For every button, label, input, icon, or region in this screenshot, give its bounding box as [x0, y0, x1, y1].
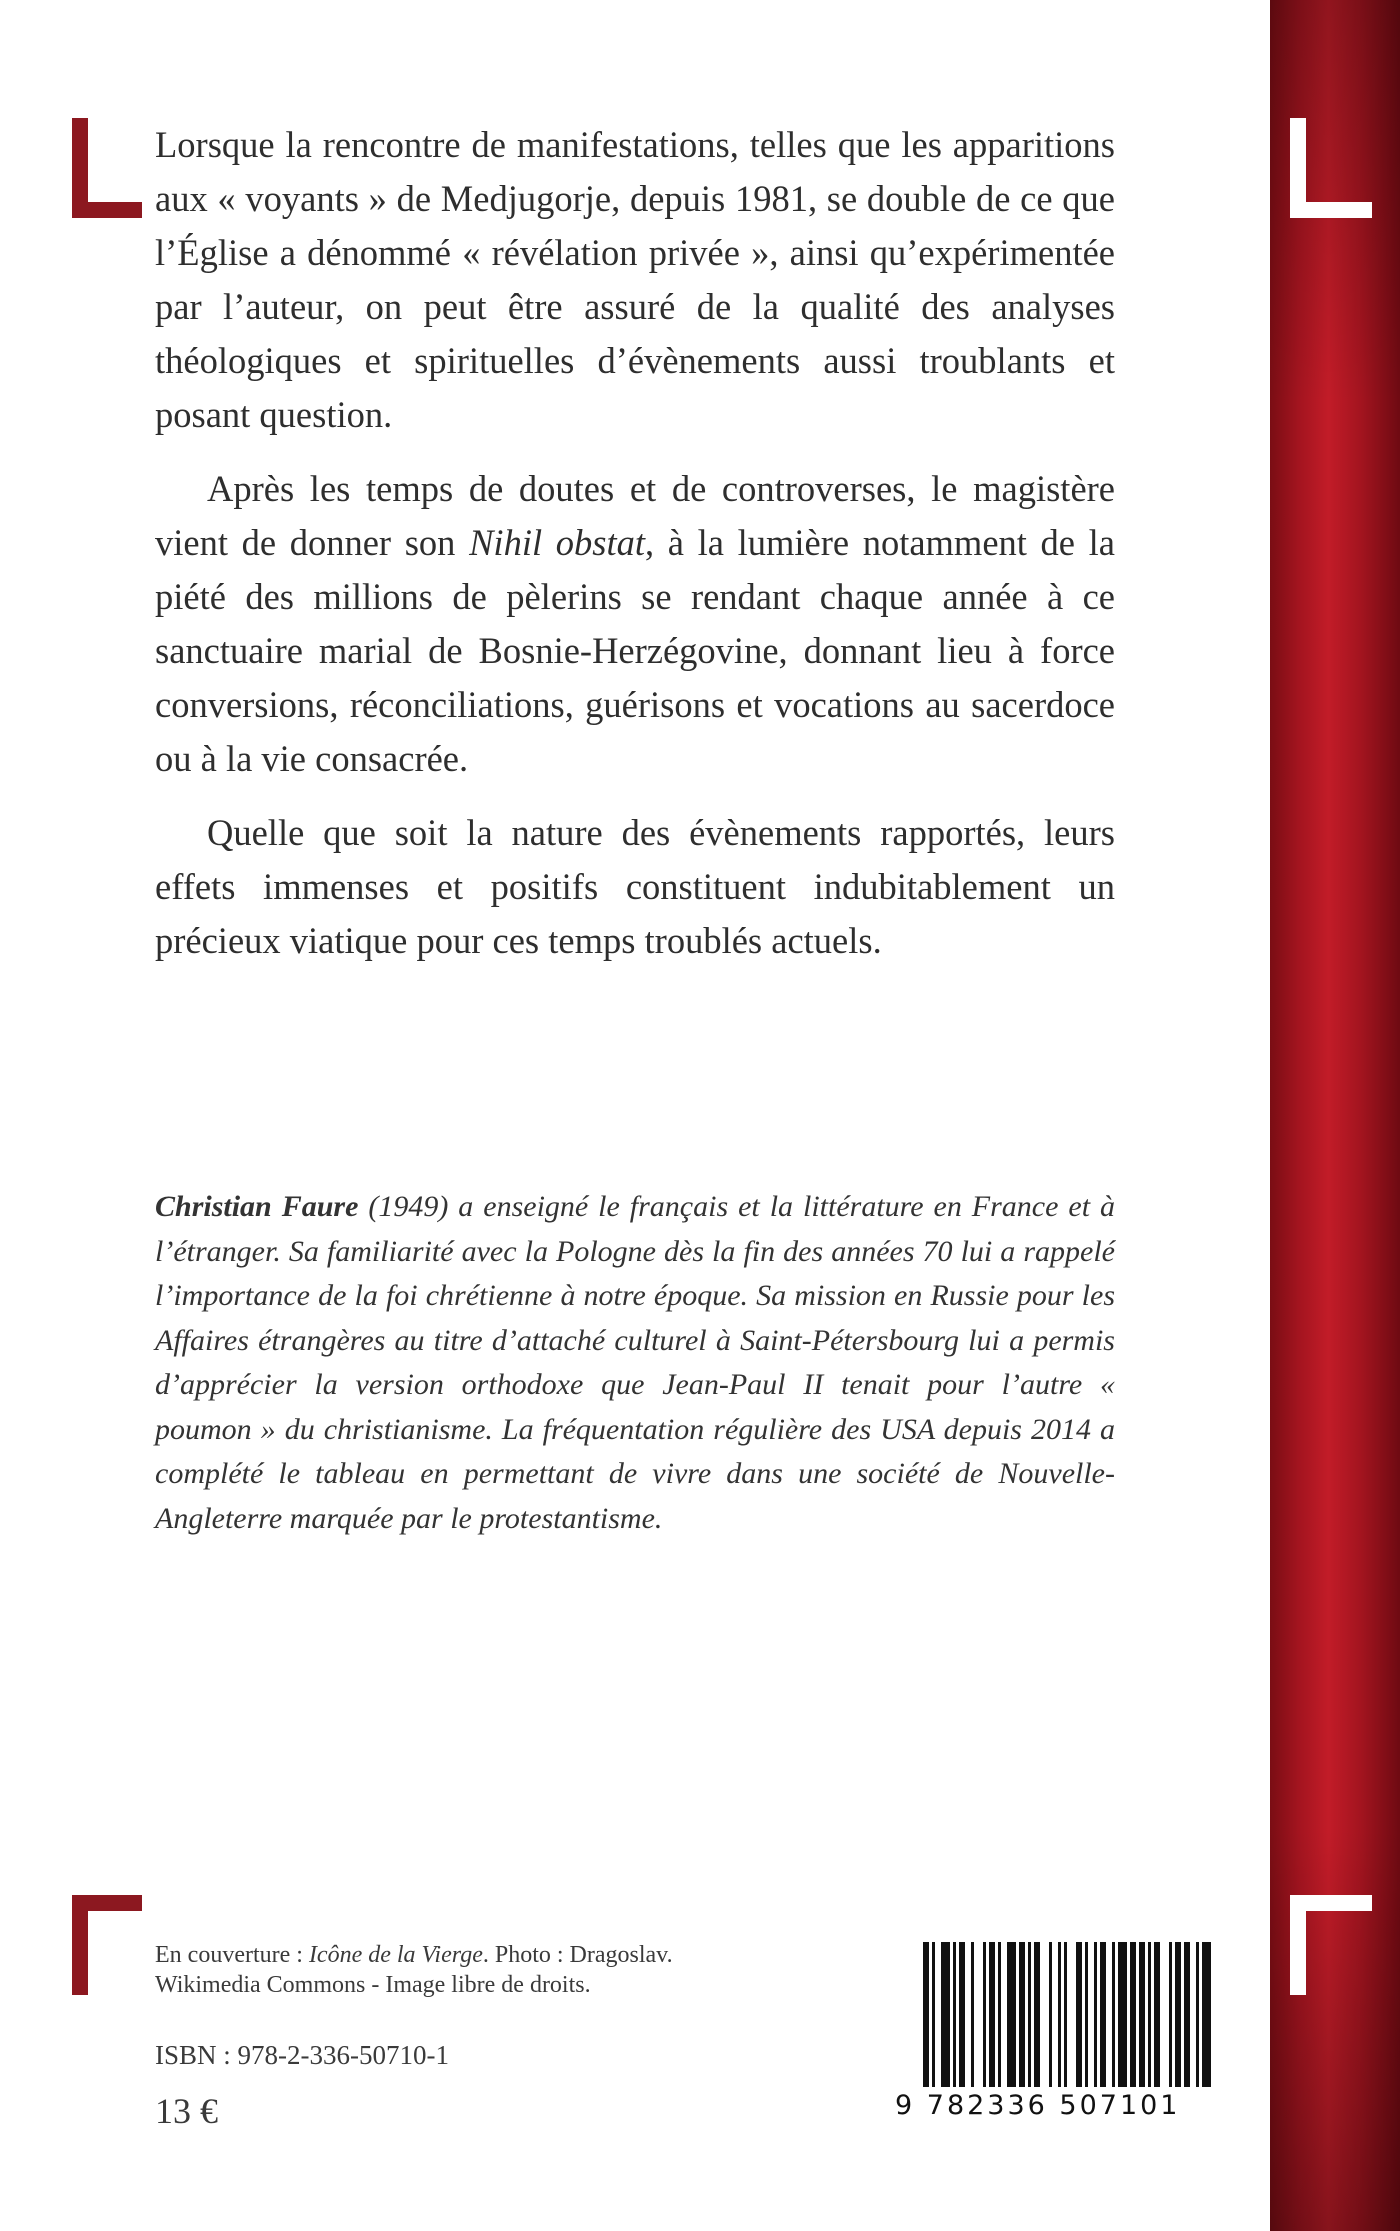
- barcode-bar: [1112, 1942, 1115, 2087]
- barcode-bar: [1196, 1942, 1199, 2087]
- cover-credit: [155, 1940, 775, 2000]
- barcode-bar: [983, 1942, 986, 2087]
- barcode-bar: [1184, 1942, 1190, 2087]
- barcode-bar: [932, 1942, 935, 2087]
- nihil-obstat-italic: Nihil obstat: [469, 522, 645, 563]
- barcode-bar: [1139, 1942, 1145, 2087]
- barcode-bar: [1100, 1942, 1106, 2087]
- barcode-bar: [989, 1942, 995, 2087]
- blurb-paragraph-3: Quelle que soit la nature des évènements rapportés, leurs effets immenses et positifs constituent indubitablement un précieux viatique pour ces temps troublés actuels.: [155, 812, 1115, 961]
- barcode-bar: [1019, 1942, 1025, 2087]
- barcode-bar: [1076, 1942, 1082, 2087]
- barcode-bar: [1064, 1942, 1067, 2087]
- blurb-paragraph-2-end: , à la lumière notamment de la piété des millions de pèlerins se rendant chaque année à ce sanctuaire marial de Bosnie-Herzégovine, donnant lieu à force conversions, réconciliations, guérisons et vocations au sacerdoce ou à la vie consacrée.: [155, 522, 1115, 779]
- cover-credit-line-1: [155, 1940, 775, 1970]
- price: 13 €: [155, 2091, 218, 2131]
- barcode-bar: [1034, 1942, 1040, 2087]
- barcode-bar: [941, 1942, 950, 2087]
- barcode-bar: [1118, 1942, 1127, 2087]
- barcode-bar: [1007, 1942, 1016, 2087]
- barcode-bar: [1094, 1942, 1097, 2087]
- author-bio-text: (1949) a enseigné le français et la littérature en France et à l’étranger. Sa familiarité avec la Pologne dès la fin des années 70 lui a rappelé l’importance de la foi chrétienne à notre époque. Sa mission en Russie pour les Affaires étrangères au titre d’attaché culturel à Saint-Pétersbourg lui a permis d’apprécier la version orthodoxe que Jean-Paul II tenait pour l’autre « poumon » du christianisme. La fréquentation régulière des USA depuis 2014 a complété le tableau en permettant de vivre dans une société de Nouvelle-Angleterre marquée par le protestantisme.: [155, 1190, 1116, 1535]
- blurb-paragraph-2-start: Après les temps de doutes et de controverses, le magistère vient de donner son: [155, 468, 1115, 563]
- credit-prefix: En couverture :: [155, 1942, 309, 1968]
- barcode-bar: [1202, 1942, 1211, 2087]
- barcode-bar: [1028, 1942, 1031, 2087]
- isbn: ISBN : 978-2-336-50710-1: [155, 2040, 449, 2070]
- corner-bracket-top-right: [1290, 118, 1372, 218]
- blurb-paragraph-2: [155, 462, 1115, 786]
- barcode-bar: [1148, 1942, 1151, 2087]
- author-bio: [155, 1185, 1115, 1541]
- corner-bracket-top-left: [72, 118, 142, 218]
- barcode-bar: [971, 1942, 974, 2087]
- barcode-bar: [959, 1942, 965, 2087]
- barcode-bar: [953, 1942, 956, 2087]
- barcode-bars: [895, 1942, 1225, 2092]
- author-name: Christian Faure: [155, 1190, 359, 1223]
- barcode: [895, 1942, 1225, 2132]
- barcode-bar: [1130, 1942, 1136, 2087]
- barcode-bar: [923, 1942, 929, 2087]
- barcode-bar: [1049, 1942, 1052, 2087]
- corner-bracket-bottom-left: [72, 1895, 142, 1995]
- corner-bracket-bottom-right: [1290, 1895, 1372, 1995]
- barcode-bar: [1169, 1942, 1172, 2087]
- blurb-paragraph-1: Lorsque la rencontre de manifestations, telles que les apparitions aux « voyants » de Medjugorje, depuis 1981, se double de ce que l’Église a dénommé « révélation privée », ainsi qu’expérimentée par l’auteur, on peut être assuré de la qualité des analyses théologiques et spirituelles d’évènements aussi troublants et posant question.: [155, 124, 1115, 435]
- barcode-bar: [1085, 1942, 1088, 2087]
- blurb: [155, 118, 1115, 988]
- barcode-bar: [1175, 1942, 1181, 2087]
- barcode-bar: [1058, 1942, 1061, 2087]
- barcode-bar: [998, 1942, 1001, 2087]
- barcode-digits: 9 782336 507101: [895, 2090, 1181, 2121]
- credit-suffix: . Photo : Dragoslav.: [482, 1942, 673, 1968]
- cover-credit-line-2: Wikimedia Commons - Image libre de droits.: [155, 1972, 591, 1998]
- barcode-bar: [1154, 1942, 1160, 2087]
- credit-work-title: Icône de la Vierge: [308, 1942, 483, 1968]
